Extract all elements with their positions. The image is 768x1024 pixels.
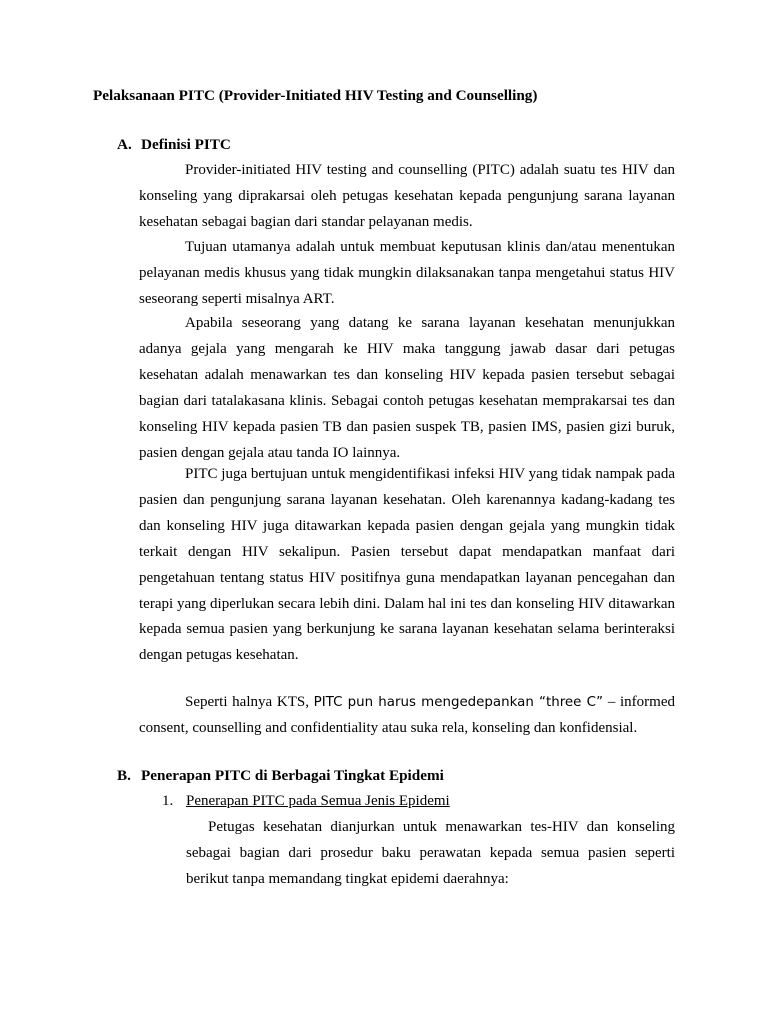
subsection-1-heading [162, 793, 450, 810]
section-a-paragraph-5-lead: Seperti halnya KTS, [185, 694, 309, 710]
section-a-paragraph-3: Apabila seseorang yang datang ke sarana layanan kesehatan menunjukkan adanya gejala yang mengarah ke HIV maka tanggung jawab dasar dari petugas kesehatan adalah menawarkan tes dan konseling HIV kepada pasien tersebut sebagai bagian dari tatalakasana klinis. Sebagai contoh petugas kesehatan memprakarsai tes dan konseling HIV kepada pasien TB dan pasien suspek TB, pasien IMS, pasien gizi buruk, pasien dengan gejala atau tanda IO lainnya. [139, 315, 675, 461]
section-a-paragraph-1: Provider-initiated HIV testing and counselling (PITC) adalah suatu tes HIV dan konseling yang diprakarsai oleh petugas kesehatan kepada pengunjung sarana layanan kesehatan sebagai bagian dari standar pelayanan medis. [139, 162, 675, 230]
section-b-heading [117, 767, 444, 785]
section-a-paragraph-5-mid: PITC pun harus mengedepankan “three C” [313, 695, 604, 710]
document-title: Pelaksanaan PITC (Provider-Initiated HIV Testing and Counselling) [93, 87, 538, 104]
section-a-paragraph-5 [139, 690, 675, 742]
section-a-heading [117, 136, 231, 154]
subsection-1-number: 1. [162, 793, 174, 809]
section-b-letter: B. [117, 767, 131, 784]
section-a-paragraph-4: PITC juga bertujuan untuk mengidentifikasi infeksi HIV yang tidak nampak pada pasien dan pengunjung sarana layanan kesehatan. Oleh karenannya kadang-kadang tes dan konseling HIV juga ditawarkan kepada pasien dengan gejala yang mungkin tidak terkait dengan HIV sekalipun. Pasien tersebut dapat mendapatkan manfaat dari pengetahuan tentang status HIV positifnya guna mendapatkan layanan pencegahan dan terapi yang diperlukan secara lebih dini. Dalam hal ini tes dan konseling HIV ditawarkan kepada semua pasien yang berkunjung ke sarana layanan kesehatan selama berinteraksi dengan petugas kesehatan. [139, 466, 675, 664]
section-a-paragraph-5-rest: – informed consent, counselling and confidentiality atau suka rela, konseling dan konfidensial. [139, 694, 676, 736]
subsection-1-title: Penerapan PITC pada Semua Jenis Epidemi [186, 793, 450, 809]
section-a-paragraph-2: Tujuan utamanya adalah untuk membuat keputusan klinis dan/atau menentukan pelayanan medis khusus yang tidak mungkin dilaksanakan tanpa mengetahui status HIV seseorang seperti misalnya ART. [139, 239, 675, 307]
subsection-1-paragraph: Petugas kesehatan dianjurkan untuk menawarkan tes-HIV dan konseling sebagai bagian dari prosedur baku perawatan kepada semua pasien seperti berikut tanpa memandang tingkat epidemi daerahnya: [186, 819, 675, 887]
section-a-letter: A. [117, 136, 132, 153]
section-a-title: Definisi PITC [141, 136, 231, 153]
section-b-title: Penerapan PITC di Berbagai Tingkat Epidemi [141, 767, 444, 784]
